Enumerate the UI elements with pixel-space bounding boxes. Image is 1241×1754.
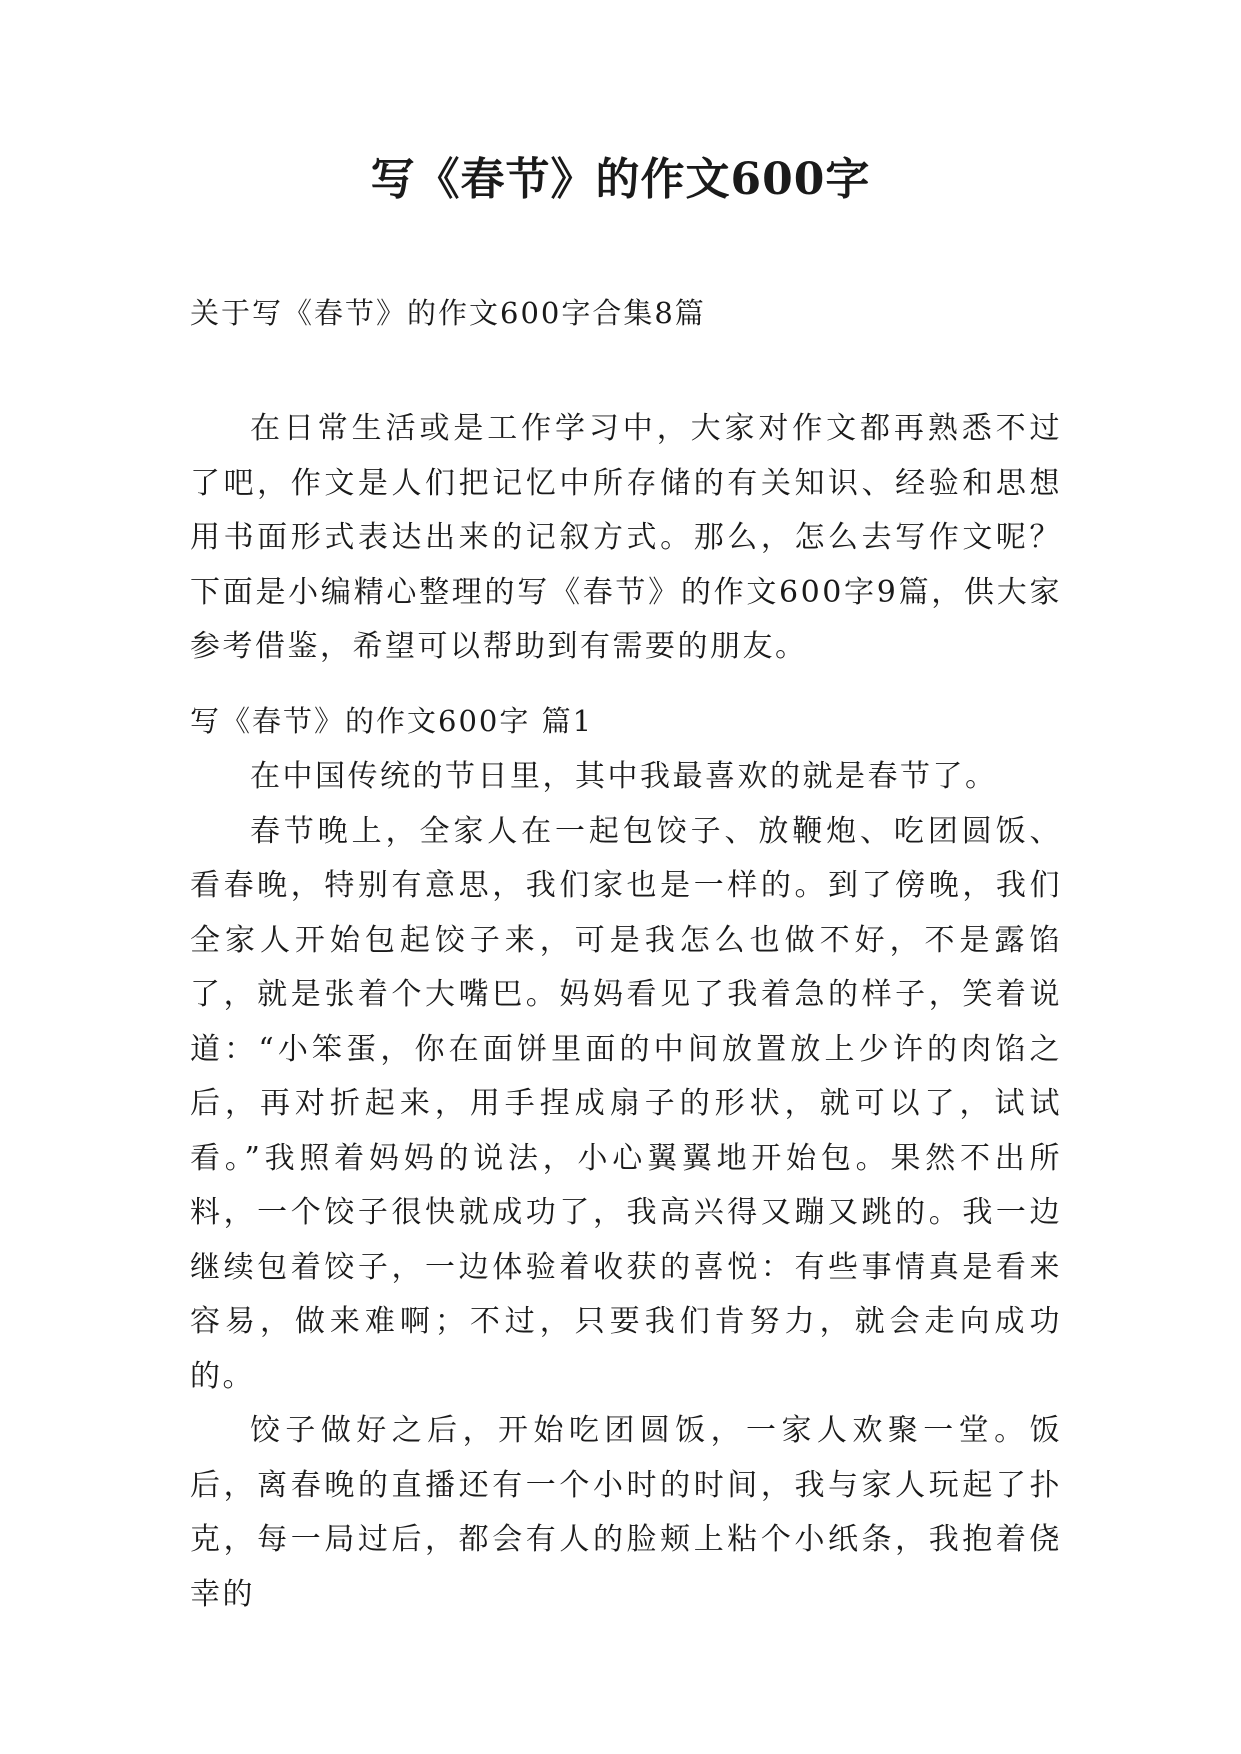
document-title: 写《春节》的作文600字 <box>370 154 871 205</box>
document-subtitle: 关于写《春节》的作文600字合集8篇 <box>190 296 706 330</box>
section-heading: 写《春节》的作文600字 篇1 <box>190 704 594 738</box>
intro-paragraph: 在日常生活或是工作学习中，大家对作文都再熟悉不过了吧，作文是人们把记忆中所存储的有关知识、经验和思想用书面形式表达出来的记叙方式。那么，怎么去写作文呢？下面是小编精心整理的写《春节》的作文600字9篇，供大家参考借鉴，希望可以帮助到有需要的朋友。 <box>190 411 1062 664</box>
essay-paragraph-1: 在中国传统的节日里，其中我最喜欢的就是春节了。 <box>250 759 998 794</box>
essay-paragraph-3: 饺子做好之后，开始吃团圆饭，一家人欢聚一堂。饭后，离春晚的直播还有一个小时的时间，我与家人玩起了扑克，每一局过后，都会有人的脸颊上粘个小纸条，我抱着侥幸的 <box>190 1413 1062 1612</box>
intro-section <box>190 402 1062 675</box>
essay-body <box>190 750 1062 1622</box>
essay-paragraph-2: 春节晚上，全家人在一起包饺子、放鞭炮、吃团圆饭、看春晚，特别有意思，我们家也是一样的。到了傍晚，我们全家人开始包起饺子来，可是我怎么也做不好，不是露馅了，就是张着个大嘴巴。妈妈看见了我着急的样子，笑着说道：“小笨蛋，你在面饼里面的中间放置放上少许的肉馅之后，再对折起来，用手捏成扇子的形状，就可以了，试试看。”我照着妈妈的说法，小心翼翼地开始包。果然不出所料，一个饺子很快就成功了，我高兴得又蹦又跳的。我一边继续包着饺子，一边体验着收获的喜悦：有些事情真是看来容易，做来难啊；不过，只要我们肯努力，就会走向成功的。 <box>190 813 1062 1394</box>
